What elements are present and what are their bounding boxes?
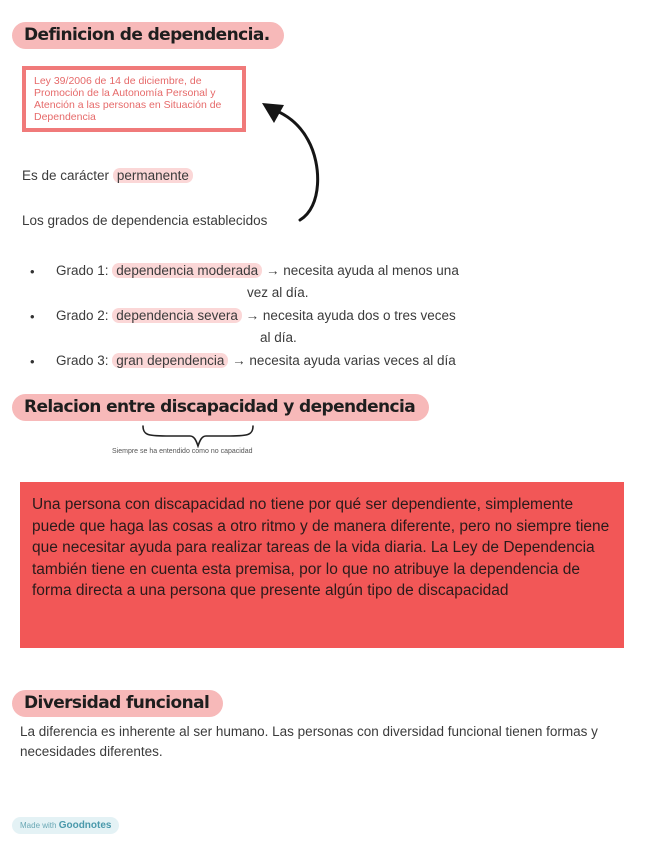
badge-brand: Goodnotes [58, 820, 112, 831]
heading-diversity: Diversidad funcional [12, 690, 223, 717]
grade-arrow: → [265, 263, 280, 278]
law-reference-box: Ley 39/2006 de 14 de diciembre, de Promoción de la Autonomía Personal y Atención a las personas en Situación de Dependencia [22, 66, 246, 132]
grade-highlight: dependencia severa [112, 308, 242, 323]
permanent-highlight: permanente [113, 168, 193, 183]
curved-arrow-icon [250, 95, 330, 225]
grade-arrow: → [245, 308, 260, 323]
grade-item-1 [56, 263, 459, 278]
grades-intro: Los grados de dependencia establecidos [22, 213, 268, 228]
bullet-2: • [30, 309, 35, 324]
diversity-text: La diferencia es inherente al ser humano. Las personas con diversidad funcional tienen formas y necesidades diferentes. [20, 724, 598, 759]
permanent-line [22, 168, 193, 183]
bullet-1: • [30, 264, 35, 279]
grade-label: Grado 1: [56, 263, 109, 278]
grade-arrow: → [232, 353, 246, 368]
brace-note: Siempre se ha entendido como no capacidad [112, 448, 253, 455]
grade-highlight: gran dependencia [112, 353, 228, 368]
grade-continuation-1: vez al día. [247, 285, 309, 300]
grade-continuation-2: al día. [260, 330, 297, 345]
highlight-box [20, 482, 624, 648]
grade-label: Grado 3: [56, 353, 109, 368]
heading-relation: Relacion entre discapacidad y dependencia [12, 394, 429, 421]
grade-item-2 [56, 308, 456, 323]
curly-brace-icon [140, 424, 256, 448]
grade-label: Grado 2: [56, 308, 109, 323]
bullet-3: • [30, 354, 35, 369]
highlight-box-text: Una persona con discapacidad no tiene por qué ser dependiente, simplemente puede que haga las cosas a otro ritmo y de manera diferente, pero no siempre tiene que necesitar ayuda para realizar tareas de la vida diaria. La Ley de Dependencia también tiene en cuenta esta premisa, por lo que no atribuye la dependencia de forma directa a una persona que presente algún tipo de discapacidad [32, 496, 610, 599]
grade-text: necesita ayuda varias veces al día [249, 353, 456, 368]
grade-text: necesita ayuda dos o tres veces [262, 308, 456, 323]
grade-highlight: dependencia moderada [112, 263, 262, 278]
grade-text: necesita ayuda al menos una [283, 263, 459, 278]
heading-definition: Definicion de dependencia. [12, 22, 284, 49]
permanent-prefix: Es de carácter [22, 168, 110, 183]
grade-item-3 [56, 353, 456, 368]
badge-prefix: Made with [20, 821, 57, 830]
goodnotes-badge [12, 817, 119, 834]
